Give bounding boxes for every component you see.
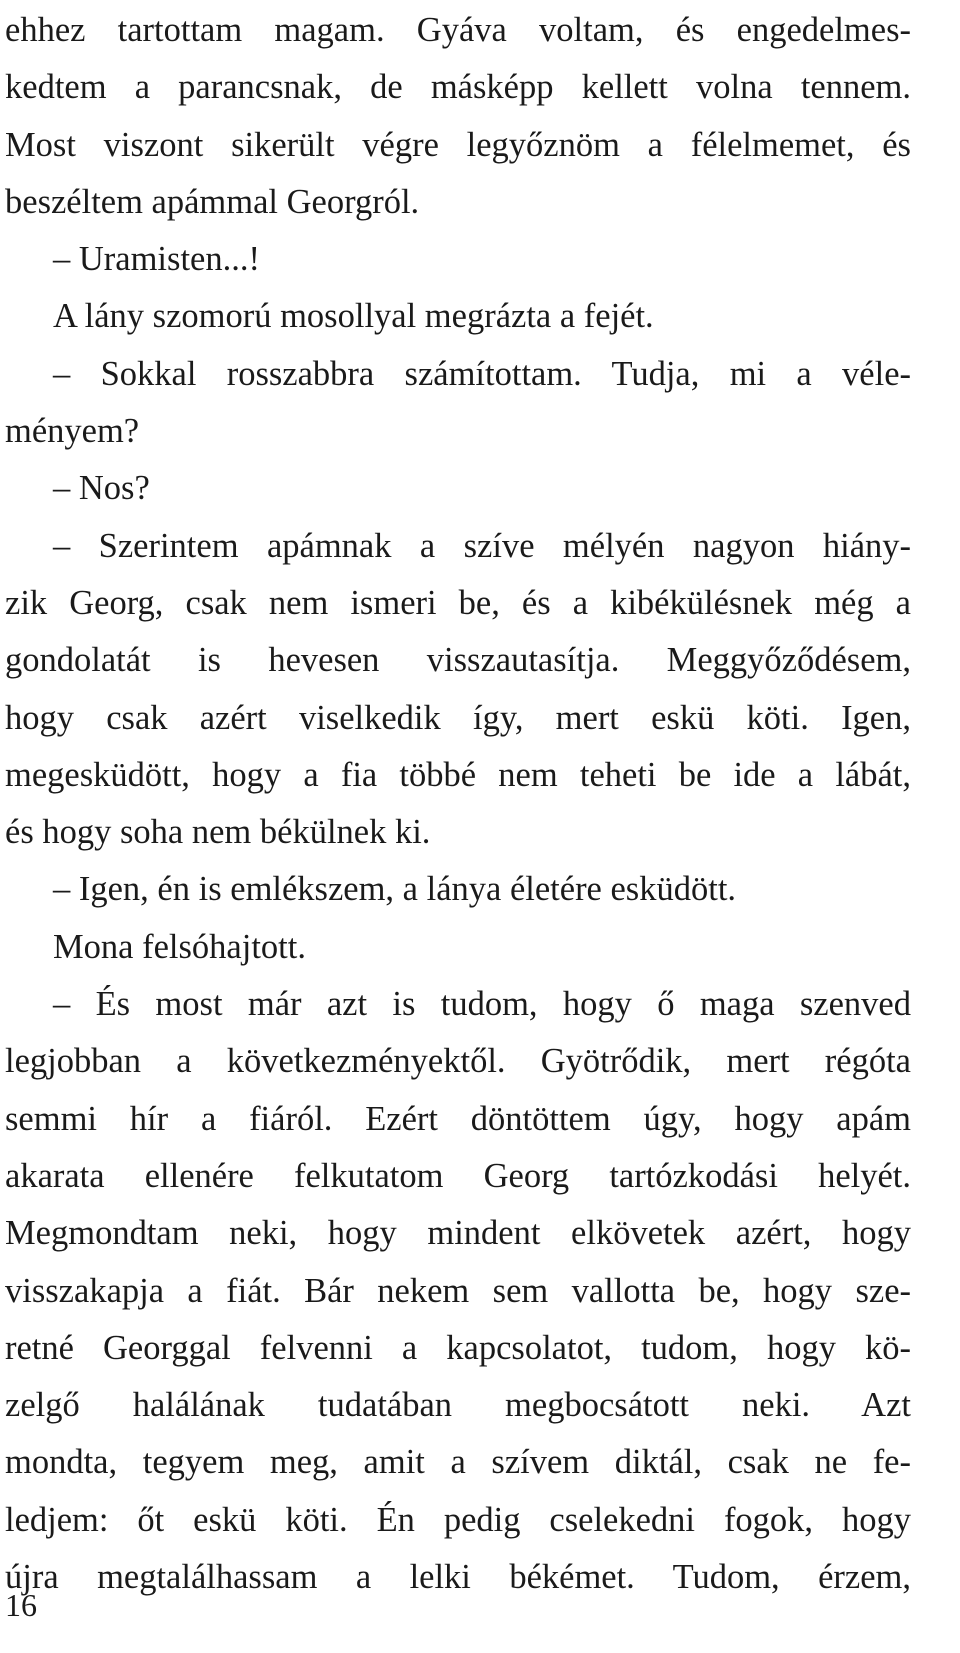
body-text bbox=[5, 2, 911, 1606]
text-line: gondolatát is hevesen visszautasítja. Meggyőződésem, bbox=[5, 641, 911, 680]
text-line: és hogy soha nem békülnek ki. bbox=[5, 813, 431, 852]
text-line: Mona felsóhajtott. bbox=[53, 927, 306, 966]
text-line: semmi hír a fiáról. Ezért döntöttem úgy, hogy apám bbox=[5, 1099, 911, 1138]
text-line: zik Georg, csak nem ismeri be, és a kibékülésnek még a bbox=[5, 583, 911, 622]
text-line: megesküdött, hogy a fia többé nem teheti be ide a lábát, bbox=[5, 755, 911, 794]
text-line: mondta, tegyem meg, amit a szívem diktál, csak ne fe- bbox=[5, 1443, 911, 1482]
text-line: – És most már azt is tudom, hogy ő maga szenved bbox=[53, 985, 911, 1024]
text-line: – Szerintem apámnak a szíve mélyén nagyon hiány- bbox=[53, 526, 911, 565]
text-line: visszakapja a fiát. Bár nekem sem vallotta be, hogy sze- bbox=[5, 1271, 911, 1310]
text-line: Megmondtam neki, hogy mindent elkövetek azért, hogy bbox=[5, 1214, 911, 1253]
text-line: ményem? bbox=[5, 412, 140, 451]
text-line: – Igen, én is emlékszem, a lánya életére esküdött. bbox=[53, 870, 737, 909]
text-line: – Nos? bbox=[53, 469, 150, 508]
text-line: legjobban a következményektől. Gyötrődik, mert régóta bbox=[5, 1042, 911, 1081]
text-line: beszéltem apámmal Georgról. bbox=[5, 182, 420, 221]
text-line: ehhez tartottam magam. Gyáva voltam, és engedelmes- bbox=[5, 11, 911, 49]
text-line: újra megtalálhassam a lelki békémet. Tudom, érzem, bbox=[5, 1558, 911, 1597]
text-line: kedtem a parancsnak, de másképp kellett volna tennem. bbox=[5, 68, 911, 107]
text-line: – Uramisten...! bbox=[53, 240, 260, 279]
text-line: ledjem: őt eskü köti. Én pedig cselekedni fogok, hogy bbox=[5, 1500, 911, 1539]
text-line: zelgő halálának tudatában megbocsátott neki. Azt bbox=[5, 1386, 911, 1425]
text-line: Most viszont sikerült végre legyőznöm a félelmemet, és bbox=[5, 125, 911, 164]
text-line: hogy csak azért viselkedik így, mert eskü köti. Igen, bbox=[5, 698, 911, 737]
text-line: A lány szomorú mosollyal megrázta a fejét. bbox=[53, 297, 654, 336]
text-line: – Sokkal rosszabbra számítottam. Tudja, mi a véle- bbox=[53, 354, 911, 393]
text-line: akarata ellenére felkutatom Georg tartózkodási helyét. bbox=[5, 1156, 911, 1195]
text-line: retné Georggal felvenni a kapcsolatot, tudom, hogy kö- bbox=[5, 1328, 911, 1367]
page-number: 16 bbox=[5, 1587, 37, 1623]
